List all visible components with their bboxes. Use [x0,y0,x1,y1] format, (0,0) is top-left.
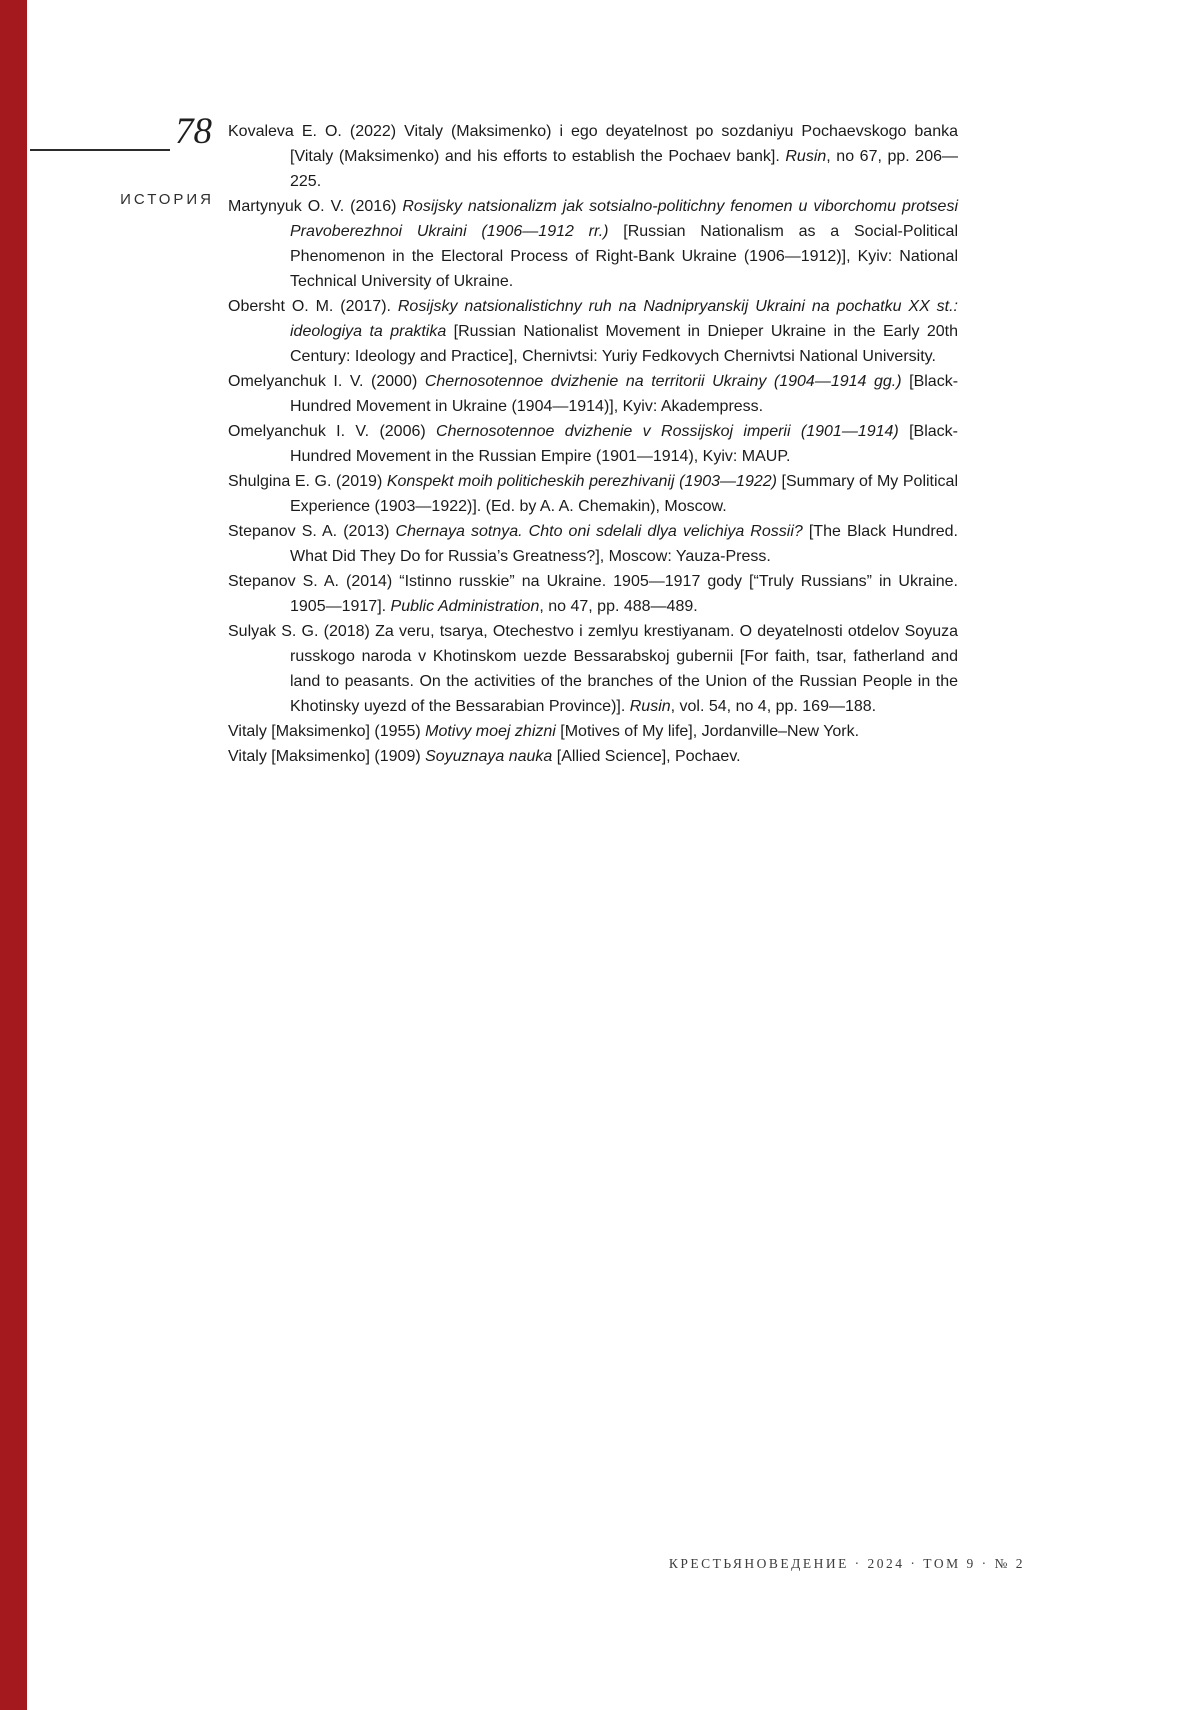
reference-title-italic: Rusin [785,148,827,165]
reference-entry [228,519,958,569]
spine-accent-bar [0,0,27,1710]
reference-text: [Allied Science], Pochaev. [552,748,741,765]
reference-title-italic: Motivy moej zhizni [425,723,556,740]
reference-title-italic: Chernaya sotnya. Chto oni sdelali dlya velichiya Rossii? [395,523,803,540]
reference-text: Sulyak S. G. (2018) Za veru, tsarya, Otechestvo i zemlyu krestiyanam. O deyatelnosti otdelov Soyuza russkogo naroda v Khotinskom uezde Bessarabskoj gubernii [For faith, tsar, fatherland and land to peasants. On the activities of the branches of the Union of the Russian People in the Khotinsky uyezd of the Bessarabian Province)]. [228,623,958,715]
reference-entry [228,569,958,619]
reference-title-italic: Chernosotennoe dvizhenie na territorii Ukrainy (1904—1914 gg.) [424,373,902,390]
reference-entry [228,469,958,519]
reference-title-italic: Rusin [629,698,671,715]
reference-text: Stepanov S. A. (2014) “Istinno russkie” na Ukraine. 1905—1917 gody [“Truly Russians” in Ukraine. 1905—1917]. [228,573,958,615]
reference-entry [228,294,958,369]
reference-text: [Russian Nationalism as a Social-Political Phenomenon in the Electoral Process of Right-Bank Ukraine (1906—1912)], Kyiv: National Technical University of Ukraine. [290,223,959,290]
reference-title-italic: Rosijsky natsionalistichny ruh na Nadnipryanskij Ukraini na pochatku XX st.: ideologiya ta praktika [290,298,958,340]
reference-text: Shulgina E. G. (2019) [228,473,387,490]
reference-text: [The Black Hundred. What Did They Do for Russia’s Greatness?], Moscow: Yauza-Press. [290,523,958,565]
reference-text: , vol. 54, no 4, pp. 169—188. [670,698,877,715]
reference-title-italic: Rosijsky natsionalizm jak sotsialno-politichny fenomen u viborchomu protsesi Pravoberezhnoi Ukraini (1906—1912 rr.) [290,198,958,240]
reference-entry [228,619,958,719]
reference-text: Obersht O. M. (2017). [228,298,398,315]
reference-text: [Motives of My life], Jordanville–New York. [555,723,860,740]
reference-entry [228,194,958,294]
reference-entry [228,369,958,419]
reference-text: Vitaly [Maksimenko] (1955) [228,723,426,740]
reference-text: , no 47, pp. 488—489. [539,598,698,615]
reference-text: [Black-Hundred Movement in the Russian Empire (1901—1914), Kyiv: MAUP. [290,423,958,465]
reference-text: Omelyanchuk I. V. (2006) [228,423,437,440]
reference-entry [228,744,958,769]
reference-text: Stepanov S. A. (2013) [228,523,396,540]
reference-entry [228,119,958,194]
page-number: 78 [175,111,212,152]
journal-footer: КРЕСТЬЯНОВЕДЕНИЕ · 2024 · ТОМ 9 · № 2 [668,1556,1025,1571]
reference-text: Vitaly [Maksimenko] (1909) [228,748,426,765]
reference-text: Martynyuk O. V. (2016) [228,198,403,215]
reference-text: [Russian Nationalist Movement in Dnieper Ukraine in the Early 20th Century: Ideology and Practice], Chernivtsi: Yuriy Fedkovych Chernivtsi National University. [290,323,958,365]
reference-entry [228,719,958,744]
reference-text: [Summary of My Political Experience (1903—1922)]. (Ed. by A. A. Chemakin), Moscow. [290,473,958,515]
reference-text: Kovaleva E. O. (2022) Vitaly (Maksimenko) i ego deyatelnost po sozdaniyu Pochaevskogo banka [Vitaly (Maksimenko) and his efforts to establish the Pochaev bank]. [228,123,958,165]
reference-title-italic: Public Administration [390,598,540,615]
section-label: ИСТОРИЯ [120,191,214,208]
reference-entry [228,419,958,469]
reference-text: Omelyanchuk I. V. (2000) [228,373,425,390]
reference-title-italic: Chernosotennoe dvizhenie v Rossijskoj imperii (1901—1914) [436,423,899,440]
references-list [228,119,958,769]
reference-text: [Black-Hundred Movement in Ukraine (1904—1914)], Kyiv: Akadempress. [290,373,959,415]
reference-title-italic: Konspekt moih politicheskih perezhivanij (1903—1922) [386,473,777,490]
reference-text: , no 67, pp. 206—225. [290,148,958,190]
reference-title-italic: Soyuznaya nauka [425,748,553,765]
